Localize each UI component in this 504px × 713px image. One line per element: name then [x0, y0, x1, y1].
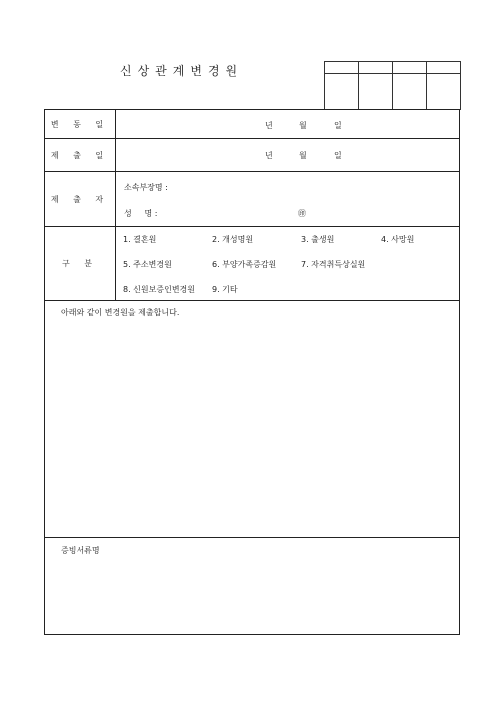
- category-option[interactable]: 4. 사망원: [381, 235, 415, 244]
- submit-date-day-unit: 일: [334, 151, 342, 160]
- submit-date-field[interactable]: [117, 139, 459, 171]
- category-row: [45, 227, 459, 301]
- approval-stamp-table: [324, 61, 461, 110]
- approval-header-cell: [325, 62, 359, 74]
- dept-head-label: 소속부장명 :: [124, 183, 168, 192]
- approval-sign-cell[interactable]: [393, 74, 427, 110]
- submit-date-row: [45, 139, 459, 172]
- category-label: 구 분: [45, 227, 116, 300]
- evidence-row[interactable]: [45, 538, 459, 634]
- category-option[interactable]: 3. 출생원: [301, 235, 335, 244]
- change-date-day-unit: 일: [334, 121, 342, 130]
- category-option[interactable]: 1. 결혼원: [123, 235, 157, 244]
- approval-sign-cell[interactable]: [325, 74, 359, 110]
- category-option[interactable]: 8. 신원보증인변경원: [123, 285, 195, 294]
- approval-header-cell: [427, 62, 461, 74]
- approval-sign-cell[interactable]: [427, 74, 461, 110]
- form-table: [44, 109, 460, 635]
- name-label: 성 명 :: [124, 209, 158, 218]
- category-option[interactable]: 7. 자격취득상실원: [301, 260, 366, 269]
- submitter-label: 제 출 자: [45, 172, 116, 226]
- approval-header-cell: [393, 62, 427, 74]
- change-date-month-unit: 월: [299, 121, 307, 130]
- category-option[interactable]: 9. 기타: [212, 285, 238, 294]
- seal-mark: ㊞: [298, 209, 306, 218]
- submitter-row: [45, 172, 459, 227]
- statement-text: 아래와 같이 변경원을 제출합니다.: [61, 308, 180, 317]
- dept-head-field[interactable]: [185, 178, 445, 194]
- name-field[interactable]: [185, 204, 295, 220]
- change-date-label: 변 동 일: [45, 110, 116, 138]
- document-title: 신상관계변경원: [120, 64, 244, 78]
- change-date-year-unit: 년: [265, 121, 273, 130]
- category-option[interactable]: 6. 부양가족증감원: [212, 260, 277, 269]
- category-option[interactable]: 2. 개성명원: [212, 235, 254, 244]
- approval-sign-cell[interactable]: [359, 74, 393, 110]
- statement-row[interactable]: [45, 301, 459, 538]
- evidence-label: 증빙서류명: [61, 546, 100, 555]
- change-date-field[interactable]: [117, 110, 459, 138]
- submit-date-month-unit: 월: [299, 151, 307, 160]
- approval-header-cell: [359, 62, 393, 74]
- submit-date-label: 제 출 일: [45, 139, 116, 171]
- change-date-row: [45, 110, 459, 139]
- category-option[interactable]: 5. 주소변경원: [123, 260, 172, 269]
- submit-date-year-unit: 년: [265, 151, 273, 160]
